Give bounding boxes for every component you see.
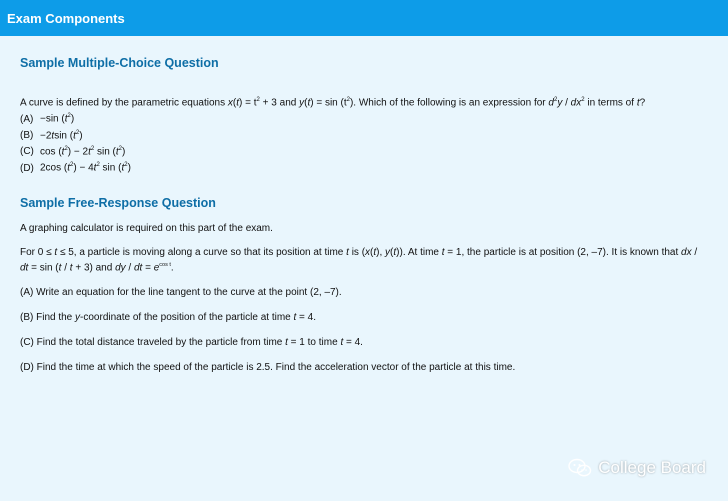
wechat-icon (568, 458, 592, 478)
header-title: Exam Components (7, 10, 125, 26)
header-bar (0, 0, 728, 36)
frq-part-a: (A) Write an equation for the line tangent to the curve at the point (2, –7). (20, 286, 342, 298)
option-c: (C) $\cos (t^2) - 2t^2$ $\sin (t^2)$ (20, 145, 126, 158)
frq-intro: A graphing calculator is required on this part of the exam. (20, 222, 273, 234)
option-d: (D) 2cos $(t^2) - 4t^2$ $\sin (t^2)$ (20, 162, 131, 174)
frq-part-b: (B) Find the y-coordinate of the position of the particle at time t = 4. (20, 311, 317, 323)
option-a: (A) −sin $(t^2)$ (20, 113, 75, 125)
content (0, 56, 728, 374)
mcq-title: Sample Multiple-Choice Question (20, 56, 219, 70)
watermark (568, 458, 706, 478)
mcq-stem: A curve is defined by the parametric equations $x(t) = t^2 + 3$ and $y(t) = \sin (t^2)$. Which of the following is an expression for $d^2y / dx^2$ in terms of t? (20, 97, 646, 109)
frq-setup: For 0 ≤ t ≤ 5, a particle is moving along a curve so that its position at time t is (x(t), y(t)). At time t = 1, the particle is at position (2, –7). It is known that dx / dt = sin (t / t + 3) and dy / dt = $e^{cos t}$. (20, 246, 698, 273)
option-b: (B) −2tsin $(t^2)$ (20, 129, 83, 141)
frq-part-d: (D) Find the time at which the speed of the particle is 2.5. Find the acceleration vector of the particle at this time. (20, 361, 516, 373)
frq-title: Sample Free-Response Question (20, 195, 216, 210)
frq-part-c: (C) Find the total distance traveled by the particle from time t = 1 to time t = 4. (20, 336, 363, 348)
watermark-text: College Board (598, 458, 706, 477)
